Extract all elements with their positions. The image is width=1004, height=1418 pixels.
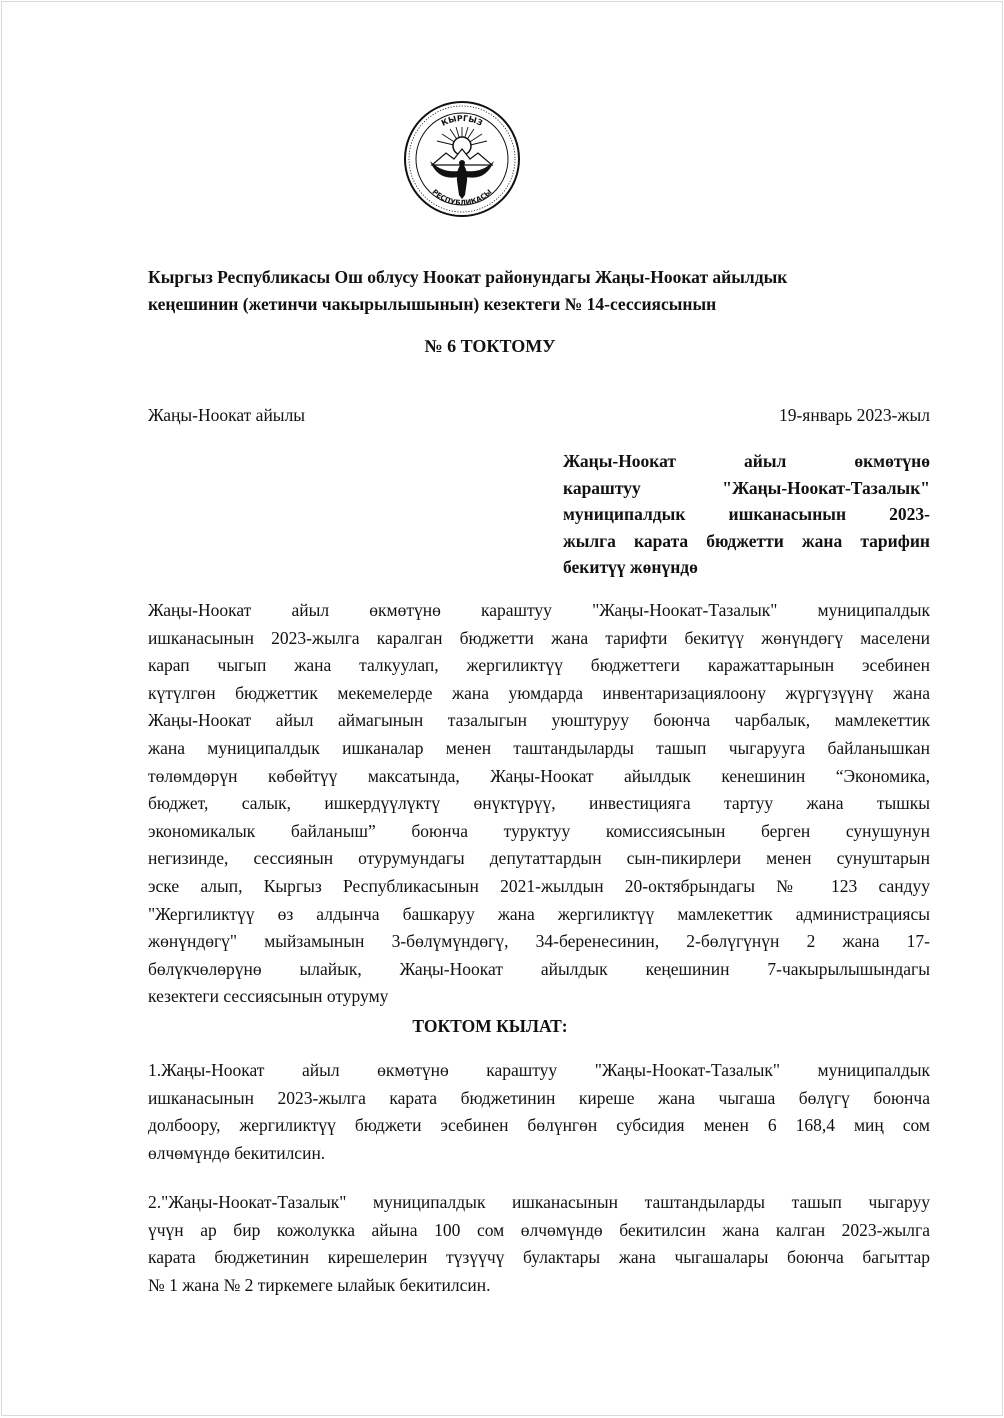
emblem-text-top: КЫРГЫЗ bbox=[439, 113, 485, 128]
document-page bbox=[1, 1, 1003, 1416]
point-1-line: 1.Жаңы-Ноокат айыл өкмөтүнө караштуу "Жаңы-Ноокат-Тазалык" муниципалдык bbox=[148, 1060, 930, 1080]
council-header bbox=[148, 264, 938, 318]
preamble-line: бөлүкчөлөрүнө ылайык, Жаңы-Ноокат айылдык кеңешинин 7-чакырылышындагы bbox=[148, 958, 930, 979]
point-1-line: долбоору, жергиликтүү бюджети эсебинен бөлүнгөн субсидия менен 6 168,4 миң сом bbox=[148, 1115, 930, 1136]
resolution-point-1 bbox=[148, 1057, 930, 1167]
point-2-line: үчүн ар бир кожолукка айына 100 сом өлчөмүндө бекитилсин жана калган 2023-жылга bbox=[148, 1219, 930, 1240]
preamble-line: экономикалык байланыш” боюнча туруктуу комиссиясынын берген сунушунун bbox=[148, 820, 930, 841]
preamble-line: жана муниципалдык ишканалар менен таштандыларды ташып чыгарууга байланышкан bbox=[148, 737, 930, 758]
preamble-line: Жаңы-Ноокат айыл өкмөтүнө караштуу "Жаңы-Ноокат-Тазалык" муниципалдык bbox=[148, 600, 930, 620]
point-2-line: 2."Жаңы-Ноокат-Тазалык" муниципалдык ишканасынын таштандыларды ташып чыгаруу bbox=[148, 1192, 930, 1212]
subject-line: Жаңы-Ноокат айыл өкмөтүнө bbox=[563, 451, 930, 471]
subject-line: караштуу "Жаңы-Ноокат-Тазалык" bbox=[563, 477, 930, 498]
preamble-line: Жаңы-Ноокат айыл аймагынын тазалыгын уюштуруу боюнча чарбалык, мамлекеттик bbox=[148, 710, 930, 731]
preamble-line: төлөмдөрүн көбөйтүү максатында, Жаңы-Ноокат айылдык кенешинин “Экономика, bbox=[148, 765, 930, 786]
preamble-line: ишканасынын 2023-жылга каралган бюджетти жана тарифти бекитүү жөнүндөгү маселени bbox=[148, 627, 930, 648]
preamble-line: негизинде, сессиянын отурумундагы депутаттардын сын-пикирлери менен сунуштарын bbox=[148, 848, 930, 869]
header-line: Кыргыз Республикасы Ош облусу Ноокат районундагы Жаңы-Ноокат айылдык bbox=[148, 267, 788, 287]
preamble-line: күтүлгөн бюджеттик мекемелерде жана уюмдарда инвентаризациялоону жүргүзүүнү жана bbox=[148, 682, 930, 703]
subject-line: муниципалдык ишканасынын 2023- bbox=[563, 504, 930, 524]
emblem-text-bottom: РЕСПУБЛИКАСЫ bbox=[430, 187, 494, 208]
point-2-line: № 1 жана № 2 тиркемеге ылайык бекитилсин. bbox=[148, 1274, 491, 1295]
subject-line: бекитүү жөнүндө bbox=[563, 557, 698, 577]
point-2-line: карата бюджетинин кирешелерин түзүүчү булактары жана чыгашалары боюнча багыттар bbox=[148, 1247, 930, 1268]
preamble-line: "Жергиликтүү өз алдынча башкаруу жана жергиликтүү мамлекеттик администрациясы bbox=[148, 903, 930, 924]
date-label: 19-январь 2023-жыл bbox=[778, 405, 930, 425]
preamble-line: бюджет, салык, ишкердүүлүктү өнүктүрүү, инвестицияга тартуу жана тышкы bbox=[148, 793, 930, 814]
preamble-line: жөнүндөгү" мыйзамынын 3-бөлүмүндөгү, 34-беренесинин, 2-бөлүгүнүн 2 жана 17- bbox=[148, 931, 930, 952]
point-1-line: ишканасынын 2023-жылга карата бюджетинин киреше жана чыгаша бөлүгү боюнча bbox=[148, 1087, 930, 1108]
point-1-line: өлчөмүндө бекитилсин. bbox=[148, 1142, 326, 1163]
resolution-point-2 bbox=[148, 1189, 930, 1299]
preamble-line: эске алып, Кыргыз Республикасынын 2021-жылдын 20-октябрындагы № 123 сандуу bbox=[148, 875, 930, 896]
header-line: кеңешинин (жетинчи чакырылышынын) кезектеги № 14-сессиясынын bbox=[148, 294, 717, 314]
preamble-line: кезектеги сессиясынын отуруму bbox=[148, 986, 389, 1007]
decree-number: № 6 ТОКТОМУ bbox=[424, 336, 556, 356]
decree-subject bbox=[563, 448, 930, 581]
place-label: Жаңы-Ноокат айылы bbox=[148, 405, 306, 425]
state-emblem-icon bbox=[402, 99, 522, 219]
preamble-line: карап чыгып жана талкуулап, жергиликтүү бюджеттеги каражаттарынын эсебинен bbox=[148, 655, 930, 676]
preamble-paragraph bbox=[148, 597, 930, 1011]
subject-line: жылга карата бюджетти жана тарифин bbox=[563, 530, 930, 551]
emblem-graphic bbox=[402, 99, 522, 219]
resolves-heading: ТОКТОМ КЫЛАТ: bbox=[412, 1016, 568, 1036]
